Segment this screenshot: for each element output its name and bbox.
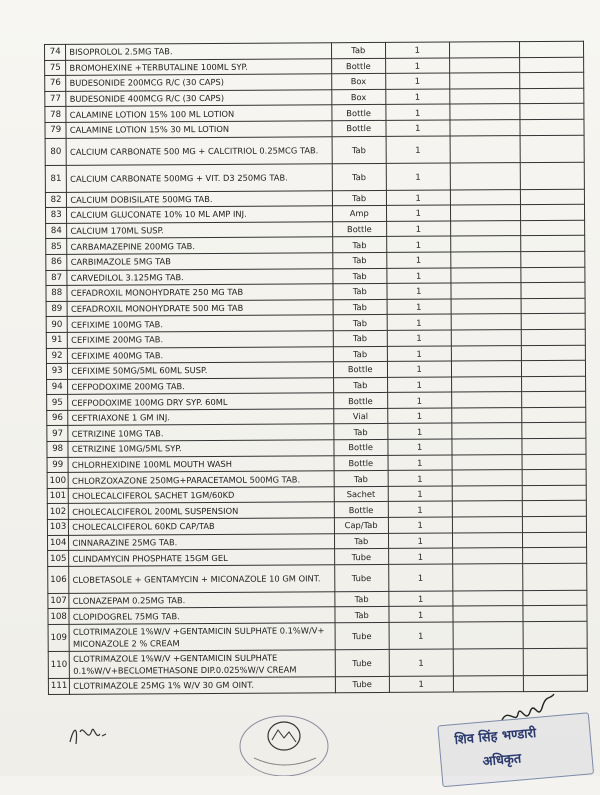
unit-cell: Box bbox=[332, 89, 386, 105]
blank-cell bbox=[451, 267, 521, 283]
serial-number-cell: 90 bbox=[46, 317, 67, 333]
unit-cell: Bottle bbox=[333, 393, 387, 409]
blank-cell bbox=[520, 162, 584, 189]
unit-cell: Tab bbox=[333, 315, 387, 331]
blank-cell bbox=[451, 376, 521, 392]
item-name-cell: CLINDAMYCIN PHOSPHATE 15GM GEL bbox=[69, 549, 335, 566]
item-name-cell: CETRIZINE 10MG/5ML SYP. bbox=[68, 440, 334, 457]
item-name-cell: CETRIZINE 10MG TAB. bbox=[68, 424, 334, 441]
serial-number-cell: 95 bbox=[47, 395, 68, 411]
unit-cell: Tab bbox=[332, 190, 386, 206]
blank-cell bbox=[452, 548, 522, 564]
blank-cell bbox=[521, 236, 585, 252]
item-name-cell: CEFIXIME 50MG/5ML 60ML SUSP. bbox=[68, 362, 334, 379]
quantity-cell: 1 bbox=[387, 330, 451, 346]
blank-cell bbox=[453, 649, 523, 676]
blank-cell bbox=[523, 648, 587, 675]
unit-cell: Tube bbox=[334, 564, 388, 591]
quantity-cell: 1 bbox=[388, 470, 452, 486]
serial-number-cell: 77 bbox=[45, 91, 66, 107]
blank-cell bbox=[521, 345, 585, 361]
item-name-cell: CALCIUM DOBISILATE 500MG TAB. bbox=[67, 190, 333, 207]
serial-number-cell: 104 bbox=[48, 535, 69, 551]
serial-number-cell: 103 bbox=[47, 519, 68, 535]
serial-number-cell: 110 bbox=[48, 651, 70, 678]
signature-left bbox=[66, 722, 110, 748]
serial-number-cell: 84 bbox=[46, 223, 67, 239]
quantity-cell: 1 bbox=[388, 517, 452, 533]
blank-cell bbox=[452, 485, 522, 501]
serial-number-cell: 100 bbox=[47, 473, 68, 489]
blank-cell bbox=[521, 251, 585, 267]
unit-cell: Tube bbox=[335, 676, 389, 692]
blank-cell bbox=[521, 314, 585, 330]
table-row bbox=[48, 648, 587, 678]
blank-cell bbox=[451, 314, 521, 330]
blank-cell bbox=[450, 88, 520, 104]
unit-cell: Vial bbox=[333, 408, 387, 424]
unit-cell: Bottle bbox=[332, 120, 386, 136]
quantity-cell: 1 bbox=[386, 252, 450, 268]
table-row bbox=[45, 162, 584, 192]
quantity-cell: 1 bbox=[386, 205, 450, 221]
unit-cell: Tab bbox=[332, 163, 386, 190]
blank-cell bbox=[520, 119, 584, 135]
blank-cell bbox=[520, 88, 584, 104]
quantity-cell: 1 bbox=[389, 676, 453, 692]
item-name-cell: CEFIXIME 200MG TAB. bbox=[68, 331, 334, 348]
quantity-cell: 1 bbox=[387, 346, 451, 362]
blank-cell bbox=[452, 423, 522, 439]
blank-cell bbox=[450, 104, 520, 120]
blank-cell bbox=[449, 57, 519, 73]
unit-cell: Amp bbox=[332, 206, 386, 222]
item-name-cell: BROMOHEXINE +TERBUTALINE 100ML SYP. bbox=[66, 58, 332, 75]
unit-cell: Bottle bbox=[334, 455, 388, 471]
quantity-cell: 1 bbox=[386, 190, 450, 206]
blank-cell bbox=[522, 391, 586, 407]
serial-number-cell: 81 bbox=[45, 165, 67, 192]
item-name-cell: CARVEDILOL 3.125MG TAB. bbox=[67, 268, 333, 285]
item-name-cell: CEFADROXIL MONOHYDRATE 250 MG TAB bbox=[67, 284, 333, 301]
serial-number-cell: 80 bbox=[45, 138, 67, 165]
quantity-cell: 1 bbox=[388, 548, 452, 564]
blank-cell bbox=[521, 376, 585, 392]
blank-cell bbox=[450, 205, 520, 221]
serial-number-cell: 75 bbox=[45, 60, 66, 76]
blank-cell bbox=[520, 104, 584, 120]
serial-number-cell: 83 bbox=[45, 208, 66, 224]
item-name-cell: CHOLECALCIFEROL 200ML SUSPENSION bbox=[69, 502, 335, 519]
blank-cell bbox=[519, 41, 583, 57]
serial-number-cell: 92 bbox=[46, 348, 67, 364]
serial-number-cell: 96 bbox=[47, 410, 68, 426]
blank-cell bbox=[522, 454, 586, 470]
unit-cell: Bottle bbox=[334, 439, 388, 455]
serial-number-cell: 76 bbox=[45, 76, 66, 92]
blank-cell bbox=[522, 407, 586, 423]
serial-number-cell: 97 bbox=[47, 426, 68, 442]
unit-cell: Tube bbox=[335, 649, 389, 676]
quantity-cell: 1 bbox=[389, 591, 453, 607]
blank-cell bbox=[451, 392, 521, 408]
blank-cell bbox=[519, 57, 583, 73]
item-name-cell: BUDESONIDE 200MCG R/C (30 CAPS) bbox=[66, 74, 332, 91]
blank-cell bbox=[521, 329, 585, 345]
unit-cell: Tab bbox=[333, 268, 387, 284]
blank-cell bbox=[520, 135, 584, 162]
item-name-cell: CALCIUM CARBONATE 500MG + VIT. D3 250MG TAB. bbox=[67, 163, 333, 192]
item-name-cell: CHLORZOXAZONE 250MG+PARACETAMOL 500MG TAB. bbox=[68, 471, 334, 488]
blank-cell bbox=[451, 345, 521, 361]
serial-number-cell: 102 bbox=[47, 504, 68, 520]
blank-cell bbox=[450, 189, 520, 205]
table-row bbox=[48, 563, 587, 593]
table-row bbox=[48, 621, 587, 651]
blank-cell bbox=[452, 470, 522, 486]
blank-cell bbox=[449, 42, 519, 58]
serial-number-cell: 101 bbox=[47, 488, 68, 504]
blank-cell bbox=[523, 563, 587, 590]
quantity-cell: 1 bbox=[389, 622, 453, 649]
blank-cell bbox=[522, 516, 586, 532]
blank-cell bbox=[452, 501, 522, 517]
blank-cell bbox=[523, 606, 587, 622]
quantity-cell: 1 bbox=[388, 501, 452, 517]
quantity-cell: 1 bbox=[389, 649, 453, 676]
blank-cell bbox=[520, 220, 584, 236]
quantity-cell: 1 bbox=[389, 606, 453, 622]
unit-cell: Sachet bbox=[334, 486, 388, 502]
blank-cell bbox=[452, 563, 522, 590]
blank-cell bbox=[522, 469, 586, 485]
unit-cell: Bottle bbox=[334, 502, 388, 518]
quantity-cell: 1 bbox=[385, 89, 449, 105]
serial-number-cell: 107 bbox=[48, 593, 69, 609]
quantity-cell: 1 bbox=[387, 361, 451, 377]
unit-cell: Bottle bbox=[332, 105, 386, 121]
quantity-cell: 1 bbox=[388, 533, 452, 549]
table-row bbox=[45, 135, 584, 165]
blank-cell bbox=[451, 283, 521, 299]
unit-cell: Bottle bbox=[332, 221, 386, 237]
item-name-cell: CEFIXIME 400MG TAB. bbox=[68, 346, 334, 363]
serial-number-cell: 105 bbox=[48, 551, 69, 567]
serial-number-cell: 91 bbox=[46, 332, 67, 348]
blank-cell bbox=[452, 439, 522, 455]
item-name-cell: CALCIUM GLUCONATE 10% 10 ML AMP INJ. bbox=[67, 206, 333, 223]
blank-cell bbox=[452, 532, 522, 548]
item-name-cell: CALAMINE LOTION 15% 30 ML LOTION bbox=[66, 121, 332, 138]
blank-cell bbox=[450, 220, 520, 236]
quantity-cell: 1 bbox=[387, 299, 451, 315]
blank-cell bbox=[452, 454, 522, 470]
quantity-cell: 1 bbox=[386, 120, 450, 136]
medicine-table bbox=[44, 41, 588, 695]
serial-number-cell: 93 bbox=[46, 363, 67, 379]
blank-cell bbox=[449, 73, 519, 89]
quantity-cell: 1 bbox=[388, 486, 452, 502]
blank-cell bbox=[522, 501, 586, 517]
item-name-cell: CEFPODOXIME 100MG DRY SYP. 60ML bbox=[68, 393, 334, 410]
quantity-cell: 1 bbox=[385, 73, 449, 89]
blank-cell bbox=[453, 590, 523, 606]
blank-cell bbox=[450, 236, 520, 252]
unit-cell: Tab bbox=[332, 237, 386, 253]
blank-cell bbox=[450, 120, 520, 136]
blank-cell bbox=[451, 298, 521, 314]
unit-cell: Tab bbox=[333, 284, 387, 300]
unit-cell: Tab bbox=[333, 346, 387, 362]
serial-number-cell: 87 bbox=[46, 270, 67, 286]
item-name-cell: CHOLECALCIFEROL SACHET 1GM/60KD bbox=[69, 487, 335, 504]
unit-cell: Tab bbox=[331, 42, 385, 58]
item-name-cell: CLOTRIMAZOLE 1%W/V +GENTAMICIN SULPHATE 0.1%W/V+ MICONAZOLE 2 % CREAM bbox=[69, 623, 335, 652]
item-name-cell: CEFTRIAXONE 1 GM INJ. bbox=[68, 409, 334, 426]
unit-cell: Tab bbox=[332, 136, 386, 163]
quantity-cell: 1 bbox=[386, 136, 450, 163]
serial-number-cell: 78 bbox=[45, 107, 66, 123]
item-name-cell: CHOLECALCIFEROL 60KD CAP/TAB bbox=[69, 518, 335, 535]
blank-cell bbox=[522, 532, 586, 548]
quantity-cell: 1 bbox=[387, 423, 451, 439]
blank-cell bbox=[523, 621, 587, 648]
item-name-cell: BISOPROLOL 2.5MG TAB. bbox=[66, 43, 332, 60]
blank-cell bbox=[453, 606, 523, 622]
blank-cell bbox=[450, 252, 520, 268]
quantity-cell: 1 bbox=[386, 104, 450, 120]
quantity-cell: 1 bbox=[387, 314, 451, 330]
item-name-cell: CEFPODOXIME 200MG TAB. bbox=[68, 377, 334, 394]
blank-cell bbox=[453, 622, 523, 649]
item-name-cell: CARBAMAZEPINE 200MG TAB. bbox=[67, 237, 333, 254]
item-name-cell: CLOPIDOGREL 75MG TAB. bbox=[69, 607, 335, 624]
item-name-cell: CEFIXIME 100MG TAB. bbox=[68, 315, 334, 332]
quantity-cell: 1 bbox=[385, 58, 449, 74]
item-name-cell: CALCIUM 170ML SUSP. bbox=[67, 221, 333, 238]
unit-cell: Tab bbox=[333, 252, 387, 268]
officer-stamp bbox=[437, 711, 600, 795]
serial-number-cell: 99 bbox=[47, 457, 68, 473]
blank-cell bbox=[452, 517, 522, 533]
quantity-cell: 1 bbox=[388, 455, 452, 471]
item-name-cell: CLOBETASOLE + GENTAMYCIN + MICONAZOLE 10 GM OINT. bbox=[69, 565, 335, 594]
serial-number-cell: 79 bbox=[45, 122, 66, 138]
official-seal bbox=[236, 706, 336, 776]
blank-cell bbox=[520, 189, 584, 205]
serial-number-cell: 74 bbox=[45, 44, 66, 60]
blank-cell bbox=[523, 675, 587, 691]
quantity-cell: 1 bbox=[386, 236, 450, 252]
blank-cell bbox=[450, 162, 520, 189]
stamp-title: अधिकृत bbox=[481, 751, 522, 770]
item-name-cell: BUDESONIDE 400MCG R/C (30 CAPS) bbox=[66, 90, 332, 107]
unit-cell: Bottle bbox=[333, 362, 387, 378]
serial-number-cell: 94 bbox=[47, 379, 68, 395]
blank-cell bbox=[520, 204, 584, 220]
serial-number-cell: 111 bbox=[48, 678, 69, 694]
item-name-cell: CEFADROXIL MONOHYDRATE 500 MG TAB bbox=[67, 299, 333, 316]
serial-number-cell: 88 bbox=[46, 285, 67, 301]
item-name-cell: CARBIMAZOLE 5MG TAB bbox=[67, 253, 333, 270]
blank-cell bbox=[520, 72, 584, 88]
blank-cell bbox=[522, 438, 586, 454]
serial-number-cell: 108 bbox=[48, 609, 69, 625]
unit-cell: Tab bbox=[333, 299, 387, 315]
serial-number-cell: 82 bbox=[45, 192, 66, 208]
unit-cell: Tab bbox=[335, 591, 389, 607]
item-name-cell: CLONAZEPAM 0.25MG TAB. bbox=[69, 592, 335, 609]
quantity-cell: 1 bbox=[388, 564, 452, 591]
blank-cell bbox=[522, 485, 586, 501]
item-name-cell: CLOTRIMAZOLE 1%W/V +GENTAMICIN SULPHATE 0.1%W/V+BECLOMETHASONE DIP.0.025%W/V CREAM bbox=[70, 650, 336, 679]
blank-cell bbox=[450, 135, 520, 162]
item-name-cell: CLOTRIMAZOLE 25MG 1% W/V 30 GM OINT. bbox=[70, 677, 336, 694]
unit-cell: Tube bbox=[335, 622, 389, 649]
blank-cell bbox=[521, 282, 585, 298]
unit-cell: Cap/Tab bbox=[334, 517, 388, 533]
unit-cell: Tube bbox=[334, 549, 388, 565]
blank-cell bbox=[521, 267, 585, 283]
blank-cell bbox=[523, 590, 587, 606]
item-name-cell: CALAMINE LOTION 15% 100 ML LOTION bbox=[66, 105, 332, 122]
quantity-cell: 1 bbox=[387, 408, 451, 424]
quantity-cell: 1 bbox=[387, 268, 451, 284]
serial-number-cell: 86 bbox=[46, 254, 67, 270]
serial-number-cell: 98 bbox=[47, 441, 68, 457]
item-name-cell: CALCIUM CARBONATE 500 MG + CALCITRIOL 0.25MCG TAB. bbox=[66, 136, 332, 165]
serial-number-cell: 85 bbox=[46, 239, 67, 255]
unit-cell: Bottle bbox=[331, 58, 385, 74]
item-name-cell: CINNARAZINE 25MG TAB. bbox=[69, 533, 335, 550]
quantity-cell: 1 bbox=[388, 439, 452, 455]
unit-cell: Tab bbox=[334, 533, 388, 549]
quantity-cell: 1 bbox=[386, 221, 450, 237]
quantity-cell: 1 bbox=[387, 283, 451, 299]
blank-cell bbox=[451, 329, 521, 345]
unit-cell: Tab bbox=[334, 471, 388, 487]
unit-cell: Tab bbox=[333, 377, 387, 393]
unit-cell: Tab bbox=[335, 607, 389, 623]
quantity-cell: 1 bbox=[385, 42, 449, 58]
blank-cell bbox=[521, 298, 585, 314]
blank-cell bbox=[451, 407, 521, 423]
quantity-cell: 1 bbox=[387, 392, 451, 408]
blank-cell bbox=[522, 423, 586, 439]
blank-cell bbox=[521, 360, 585, 376]
blank-cell bbox=[451, 361, 521, 377]
unit-cell: Tab bbox=[334, 424, 388, 440]
item-name-cell: CHLORHEXIDINE 100ML MOUTH WASH bbox=[68, 455, 334, 472]
unit-cell: Tab bbox=[333, 330, 387, 346]
blank-cell bbox=[522, 547, 586, 563]
stamp-name: शिव सिंह भण्डारी bbox=[453, 725, 537, 749]
quantity-cell: 1 bbox=[386, 163, 450, 190]
quantity-cell: 1 bbox=[387, 377, 451, 393]
serial-number-cell: 89 bbox=[46, 301, 67, 317]
unit-cell: Box bbox=[331, 74, 385, 90]
serial-number-cell: 106 bbox=[48, 566, 70, 593]
serial-number-cell: 109 bbox=[48, 624, 70, 651]
